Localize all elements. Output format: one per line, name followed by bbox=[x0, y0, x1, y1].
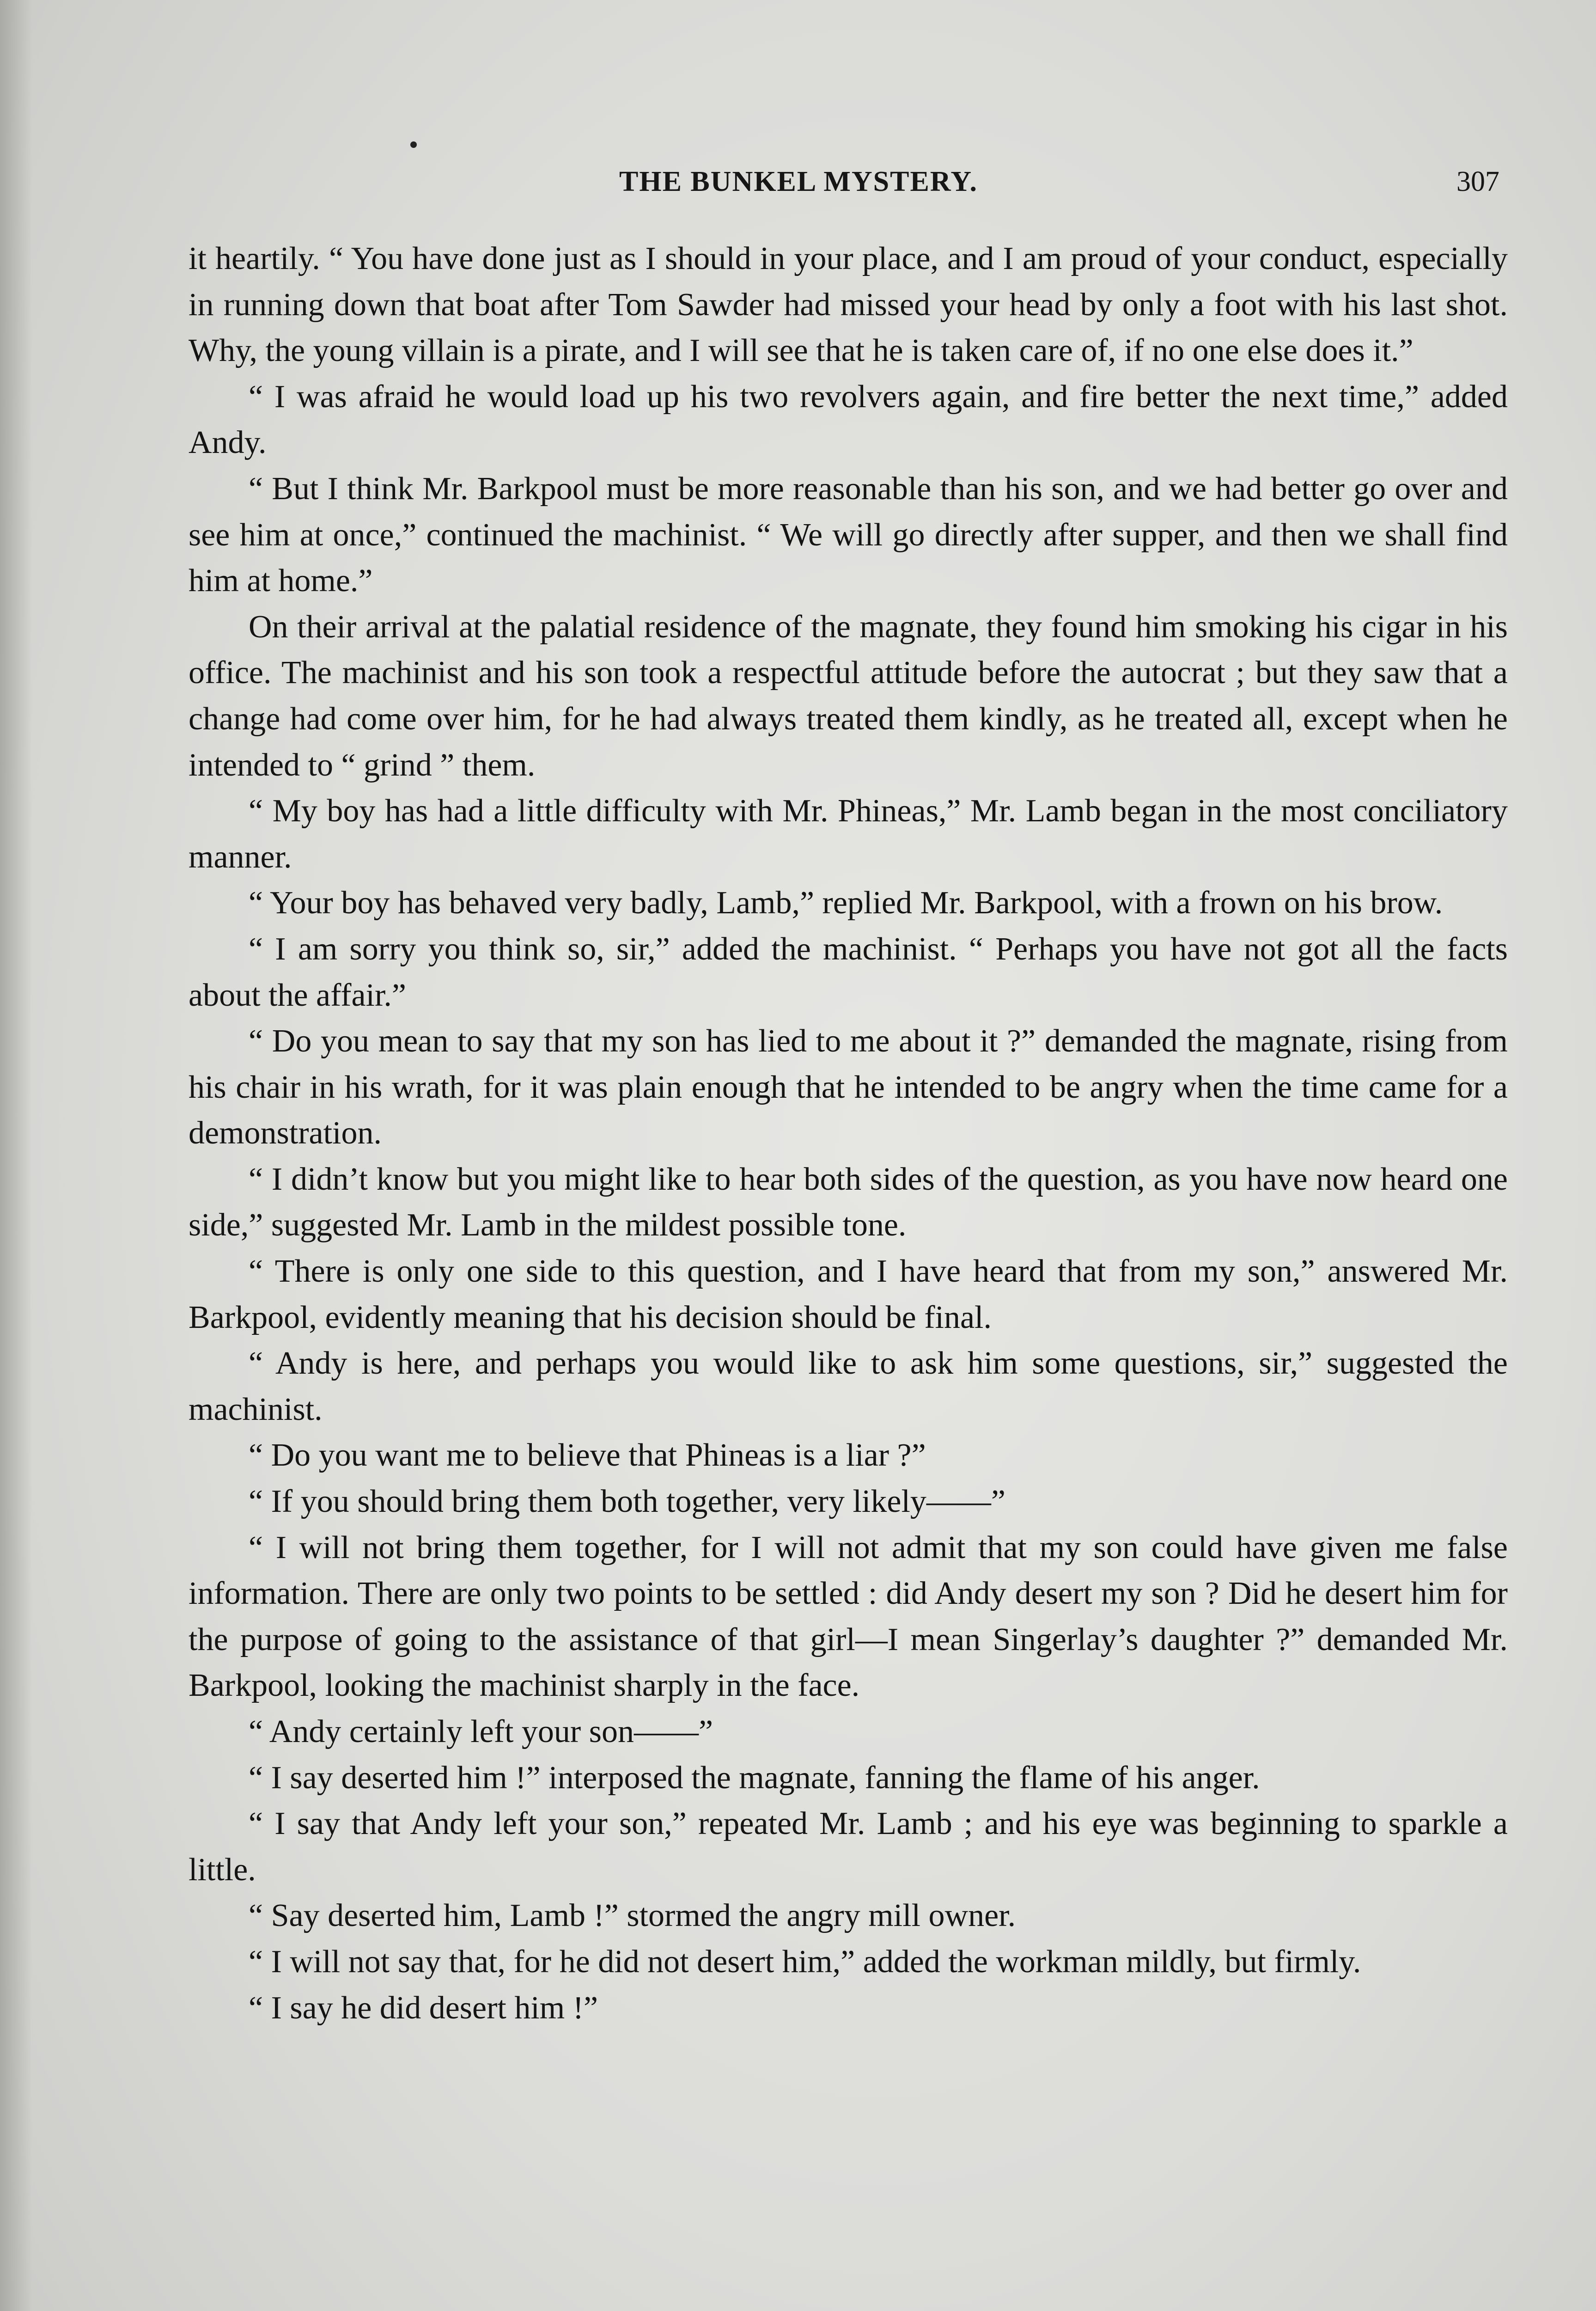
paragraph: “ I didn’t know but you might like to hear both sides of the question, as you have now heard one side,” suggested Mr. Lamb in the mildest possible tone. bbox=[189, 1161, 1508, 1243]
paragraph: it heartily. “ You have done just as I should in your place, and I am proud of your conduct, especially in running down that boat after Tom Sawder had missed your head by only a foot with his last shot. Why, the young villain is a pirate, and I will see that he is taken care of, if no one else does it.” bbox=[189, 241, 1508, 369]
running-title: THE BUNKEL MYSTERY. bbox=[619, 166, 978, 197]
paragraph: “ Andy certainly left your son——” bbox=[249, 1714, 713, 1749]
ink-speck bbox=[410, 141, 417, 148]
paragraph: “ Andy is here, and perhaps you would like to ask him some questions, sir,” suggested the machinist. bbox=[189, 1345, 1508, 1427]
paragraph: “ My boy has had a little difficulty with Mr. Phineas,” Mr. Lamb began in the most conciliatory manner. bbox=[189, 793, 1508, 875]
paragraph: “ Do you mean to say that my son has lied to me about it ?” demanded the magnate, rising from his chair in his wrath, for it was plain enough that he intended to be angry when the time came for a demonstration. bbox=[189, 1023, 1508, 1151]
paragraph: “ But I think Mr. Barkpool must be more reasonable than his son, and we had better go over and see him at once,” continued the machinist. “ We will go directly after supper, and then we shall find him at home.” bbox=[189, 471, 1508, 599]
page-number: 307 bbox=[1456, 166, 1499, 197]
body-text bbox=[189, 236, 1508, 2031]
paragraph: “ There is only one side to this question, and I have heard that from my son,” answered Mr. Barkpool, evidently meaning that his decision should be final. bbox=[189, 1253, 1508, 1335]
paragraph: “ Say deserted him, Lamb !” stormed the angry mill owner. bbox=[249, 1898, 1016, 1934]
paragraph: “ If you should bring them both together, very likely——” bbox=[249, 1484, 1005, 1520]
page-gutter-shadow bbox=[0, 0, 32, 2311]
paragraph: “ Do you want me to believe that Phineas is a liar ?” bbox=[249, 1437, 926, 1473]
paragraph: “ I say deserted him !” interposed the magnate, fanning the flame of his anger. bbox=[249, 1760, 1260, 1796]
paragraph: “ Your boy has behaved very badly, Lamb,” replied Mr. Barkpool, with a frown on his brow. bbox=[249, 885, 1443, 921]
paragraph: “ I am sorry you think so, sir,” added the machinist. “ Perhaps you have not got all the facts about the affair.” bbox=[189, 931, 1508, 1013]
paragraph: “ I will not bring them together, for I will not admit that my son could have given me false information. There are only two points to be settled : did Andy desert my son ? Did he desert him for the purpose of going to the assistance of that girl—I mean Singerlay’s daughter ?” demanded Mr. Barkpool, looking the machinist sharply in the face. bbox=[189, 1529, 1508, 1704]
paragraph: “ I say that Andy left your son,” repeated Mr. Lamb ; and his eye was beginning to sparkle a little. bbox=[189, 1806, 1508, 1888]
paragraph: “ I will not say that, for he did not desert him,” added the workman mildly, but firmly. bbox=[249, 1944, 1361, 1980]
paragraph: On their arrival at the palatial residence of the magnate, they found him smoking his cigar in his office. The machinist and his son took a respectful attitude before the autocrat ; but they saw that a change had come over him, for he had always treated them kindly, as he treated all, except when he intended to “ grind ” them. bbox=[189, 609, 1508, 783]
paragraph: “ I say he did desert him !” bbox=[249, 1990, 598, 2026]
paragraph: “ I was afraid he would load up his two revolvers again, and fire better the next time,” added Andy. bbox=[189, 379, 1508, 461]
